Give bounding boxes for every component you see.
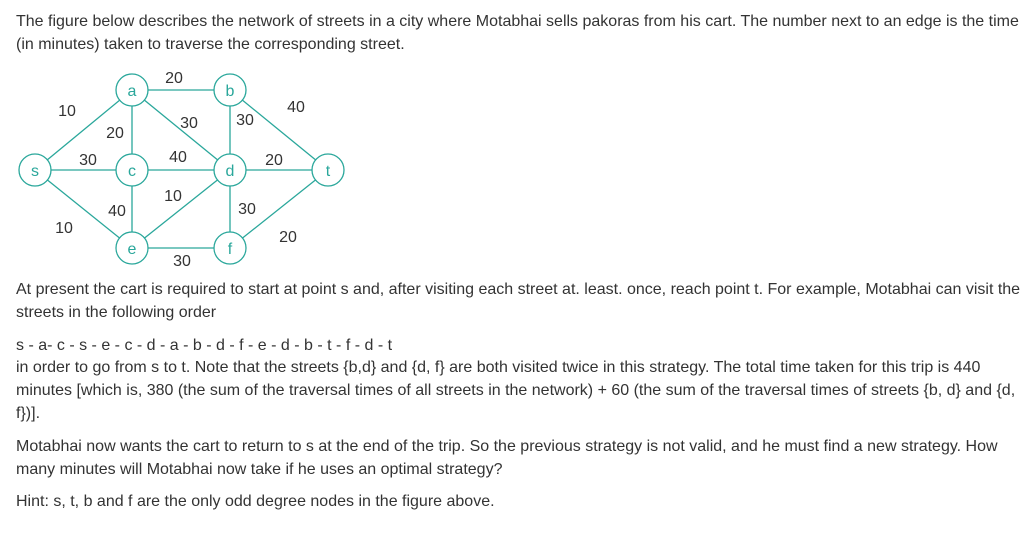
weight-b-t: 40: [287, 99, 305, 116]
order-sequence: s - a- c - s - e - c - d - a - b - d - f - e - d - b - t - f - d - t: [16, 337, 393, 354]
node-t-label: t: [325, 163, 331, 180]
node-e-label: e: [127, 241, 137, 258]
node-a-label: a: [127, 83, 137, 100]
weight-b-d: 30: [236, 112, 254, 129]
weight-a-d: 30: [180, 115, 198, 132]
weight-s-e: 10: [55, 220, 73, 237]
weight-c-d: 40: [169, 149, 187, 166]
node-c-label: c: [128, 163, 136, 180]
question-text: Motabhai now wants the cart to return to s at the end of the trip. So the previous strategy is not valid, and he must find a new strategy. How many minutes will Motabhai now take if he uses an optimal strategy?: [16, 438, 998, 478]
node-b-label: b: [225, 83, 235, 100]
weight-a-c: 20: [106, 125, 124, 142]
weight-s-a: 10: [58, 103, 76, 120]
weight-e-f: 30: [173, 253, 191, 270]
node-d-label: d: [225, 163, 235, 180]
hint-text: Hint: s, t, b and f are the only odd degree nodes in the figure above.: [16, 493, 495, 510]
weight-f-t: 20: [279, 229, 297, 246]
weight-a-b: 20: [165, 70, 183, 87]
node-f-label: f: [227, 241, 233, 258]
street-network-graph: [14, 64, 354, 274]
weight-c-e: 40: [108, 203, 126, 220]
edge-e-d: [132, 170, 230, 248]
weight-d-f: 30: [238, 201, 256, 218]
note-text: in order to go from s to t. Note that the streets {b,d} and {d, f} are both visited twice in this strategy. The total time taken for this trip is 440 minutes [which is, 380 (the sum of the traversal times of all streets in the network) + 60 (the sum of the traversal times of streets {b, d} and {d, f})].: [16, 359, 1016, 422]
intro-text: The figure below describes the network of streets in a city where Motabhai sells pakoras from his cart. The number next to an edge is the time (in minutes) taken to traverse the corresponding street.: [16, 13, 1019, 53]
weight-s-c: 30: [79, 152, 97, 169]
node-s-label: s: [31, 163, 39, 180]
present-text: At present the cart is required to start at point s and, after visiting each street at. least. once, reach point t. For example, Motabhai can visit the streets in the following order: [16, 281, 1021, 321]
weight-d-t: 20: [265, 152, 283, 169]
weight-e-d: 10: [164, 188, 182, 205]
